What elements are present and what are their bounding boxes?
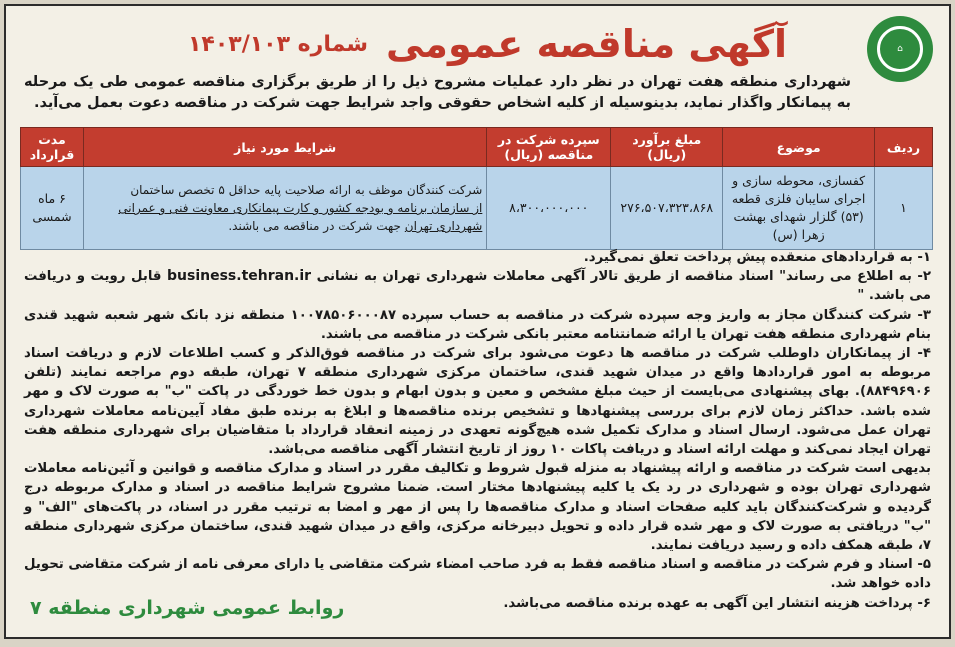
tender-table <box>20 127 933 250</box>
business-url-link[interactable]: business.tehran.ir <box>167 268 312 285</box>
cell-row-number: ۱ <box>875 167 933 250</box>
public-relations-signature: روابط عمومی شهرداری منطقه ۷ <box>30 597 345 619</box>
header-row-number: ردیف <box>875 128 933 167</box>
condition-4: ۴- از پیمانکاران داوطلب شرکت در مناقصه ها دعوت می‌شود برای شرکت در مناقصه فوق‌الذکر و کسب اطلاعات لازم و دریافت اسناد مربوطه به امور قراردادها واقع در میدان شهید قندی، ساختمان مرکزی شهرداری منطقه ۷ تهران، طبقه دوم مراجعه نمایند (تلفن ۸۸۴۹۶۹۰۶). بهای پیشنهادی می‌بایست از حیث مبلغ مشخص و معین و بدون ابهام و بدون خط خوردگی در پاکت "ب" به صورت لاک و مهر شده باشد. حداکثر زمان لازم برای بررسی پیشنهادها و تشخیص برنده مناقصه‌ها و ابلاغ به برنده طبق مفاد آیین‌نامه معاملات شهرداری تهران عمل می‌شود. ارسال اسناد و مدارک تکمیل شده هیچ‌گونه تعهدی در زمینه انعقاد قرارداد با متقاضیان برای شهرداری منطقه هفت تهران ایجاد نمی‌کند و مهلت ارائه اسناد و دریافت پاکات ۱۰ روز از تاریخ انتشار آگهی مناقصه می‌باشد. <box>24 346 931 458</box>
title-row <box>126 16 849 72</box>
cell-terms <box>84 167 487 250</box>
logo-emblem-icon: ⌂ <box>877 26 923 72</box>
conditions-list <box>24 248 931 613</box>
table-row <box>21 167 933 250</box>
terms-line-3: شهرداری تهران <box>404 219 483 233</box>
condition-4-continued: بدیهی است شرکت در مناقصه و ارائه پیشنهاد به منزله قبول شروط و تکالیف مقرر در اسناد و مدارک مناقصه و قوانین و آئین‌نامه معاملات شهرداری تهران بوده و شهرداری در رد یک یا کلیه پیشنهادها مختار است. ضمنا مشروح شرایط مناقصه در اسناد و مدارک مربوطه درج گردیده و شرکت‌کنندگان باید کلیه صفحات اسناد و مدارک مناقصه‌ها را پس از مهر و امضا به ترتیب مقرر در اسناد، در پاکت‌های "الف" و "ب" دریافتی به صورت لاک و مهر شده قرار داده و تحویل دبیرخانه مرکزی، واقع در میدان شهید قندی، ساختمان مرکزی شهرداری منطقه ۷، طبقه همکف داده و رسید دریافت نمایند. <box>24 461 931 554</box>
terms-line-2: از سازمان برنامه و بودجه کشور و کارت پیمانکاری معاونت فنی و عمرانی <box>118 201 483 215</box>
header-subject: موضوع <box>723 128 875 167</box>
cell-estimate: ۲۷۶،۵۰۷،۳۲۳،۸۶۸ <box>611 167 723 250</box>
cell-duration: ۶ ماه شمسی <box>21 167 84 250</box>
header-estimate: مبلغ برآورد (ریال) <box>611 128 723 167</box>
table-header-row <box>21 128 933 167</box>
notice-title: آگهی مناقصه عمومی <box>385 22 788 66</box>
header-duration: مدت قرارداد <box>21 128 84 167</box>
header-deposit: سپرده شرکت در مناقصه (ریال) <box>487 128 611 167</box>
condition-5: ۵- اسناد و فرم شرکت در مناقصه و اسناد مناقصه فقط به فرد صاحب امضاء شرکت متقاضی یا دارای معرفی نامه از شرکت متقاضی تحویل داده خواهد شد. <box>24 557 931 592</box>
condition-3: ۳- شرکت کنندگان مجاز به واریز وجه سپرده شرکت در مناقصه به حساب سپرده ۱۰۰۷۸۵۰۶۰۰۰۸۷ منطقه نزد بانک شهر شعبه شهید قندی بنام شهرداری منطقه هفت تهران یا ارائه ضمانتنامه معتبر بانکی شرکت در مناقصه می باشند. <box>24 307 931 342</box>
notice-number: شماره ۱۴۰۳/۱۰۳ <box>187 31 368 57</box>
cell-subject: کفسازی، محوطه سازی و اجرای سایبان فلزی قطعه (۵۳) گلزار شهدای بهشت زهرا (س) <box>723 167 875 250</box>
cell-deposit: ۸،۳۰۰،۰۰۰،۰۰۰ <box>487 167 611 250</box>
condition-2-end: قابل رویت و دریافت می باشد. " <box>24 269 931 304</box>
condition-2-start: ۲- به اطلاع می رساند" اسناد مناقصه از طریق تالار آگهی معاملات شهرداری تهران به نشانی <box>311 269 931 285</box>
condition-6: ۶- پرداخت هزینه انتشار این آگهی به عهده برنده مناقصه می‌باشد. <box>503 595 931 611</box>
intro-paragraph <box>24 72 851 114</box>
municipality-logo <box>867 16 933 82</box>
condition-2 <box>24 267 931 305</box>
condition-1: ۱- به قراردادهای منعقده پیش پرداخت تعلق نمی‌گیرد. <box>583 250 931 265</box>
terms-line-4: جهت شرکت در مناقصه می باشند. <box>228 219 405 233</box>
tender-notice <box>4 4 951 639</box>
terms-line-1: شرکت کنندگان موظف به ارائه صلاحیت پایه حداقل ۵ تخصص ساختمان <box>130 183 483 197</box>
intro-organization: شهرداری منطقه هفت تهران <box>640 74 851 90</box>
intro-text: در نظر دارد عملیات مشروح ذیل را از طریق برگزاری مناقصه عمومی طی یک مرحله به پیمانکار واگذار نماید، بدینوسیله از کلیه اشخاص حقوقی واجد شرایط جهت شرکت در مناقصه دعوت بعمل می‌آید. <box>24 74 851 111</box>
header-terms: شرایط مورد نیاز <box>84 128 487 167</box>
